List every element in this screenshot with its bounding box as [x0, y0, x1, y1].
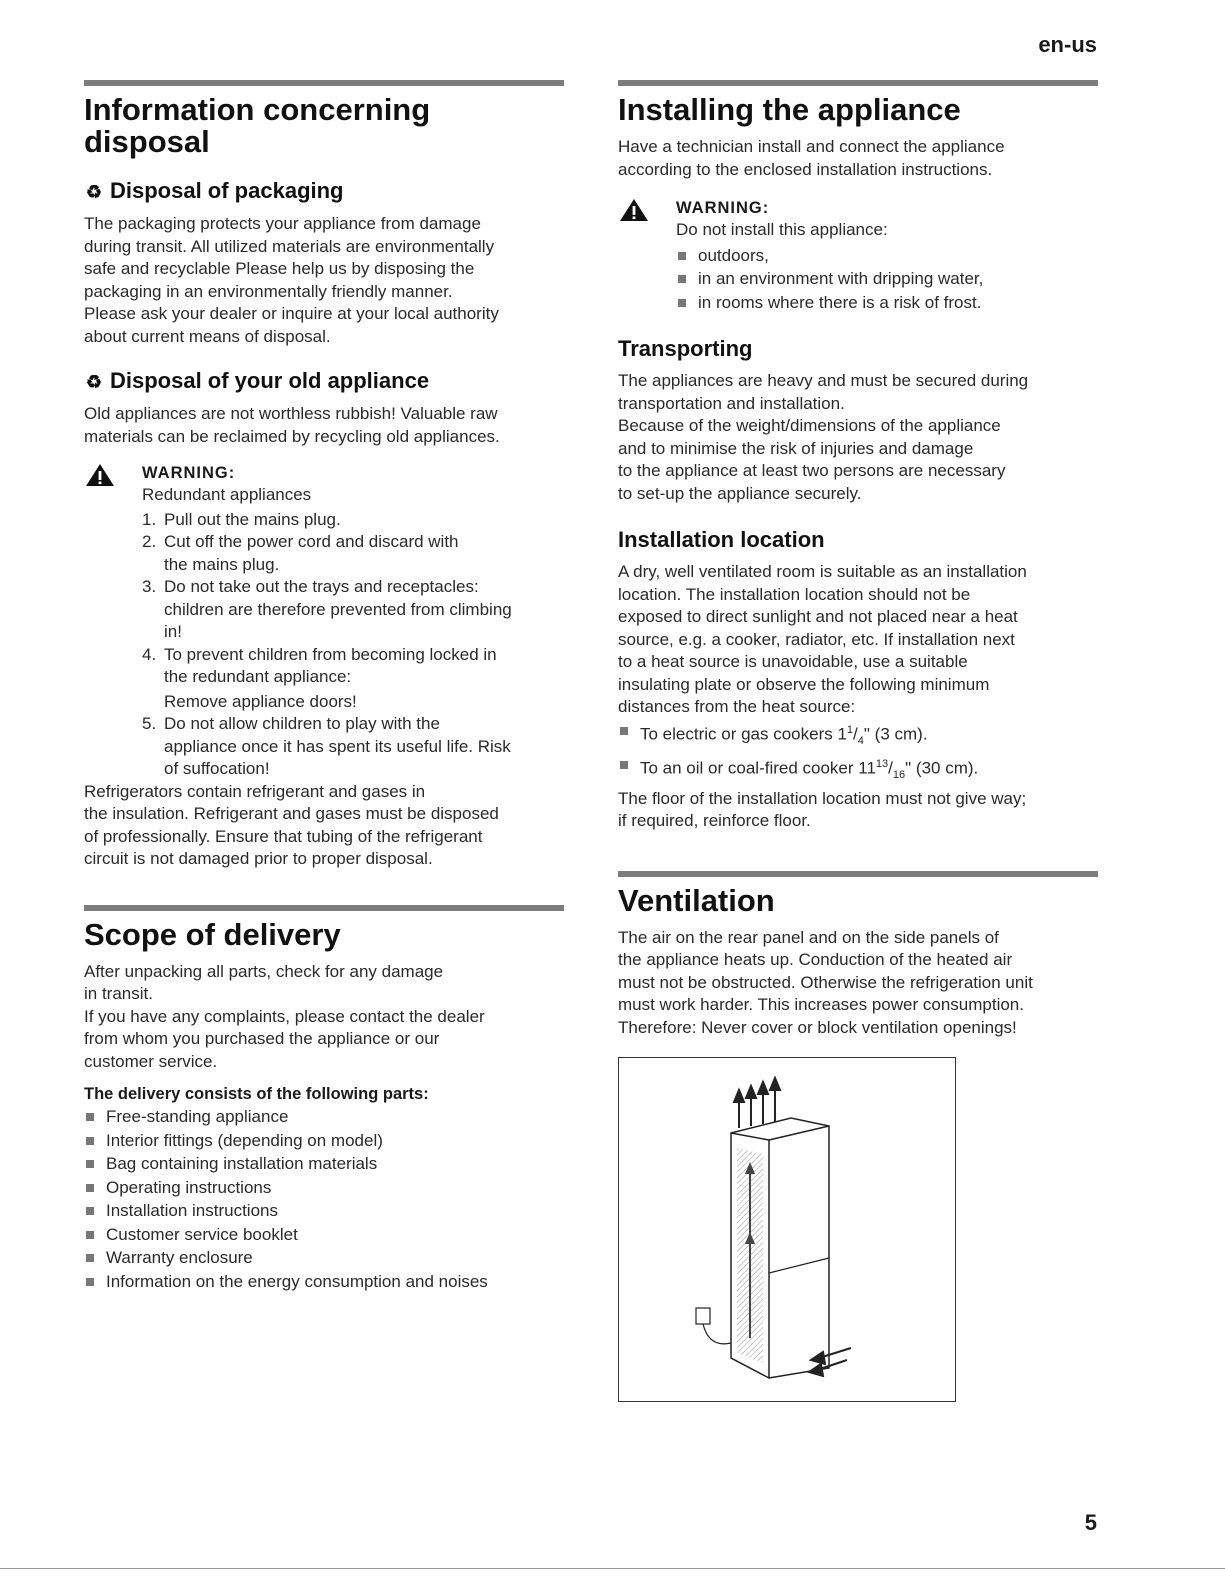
list-item: Free-standing appliance: [84, 1105, 564, 1129]
list-item: Operating instructions: [84, 1176, 564, 1200]
bullet-icon: [86, 1254, 94, 1262]
bullet-icon: [86, 1207, 94, 1215]
warning-title: WARNING:: [676, 199, 770, 217]
parts-list: [84, 1105, 564, 1293]
ventilation-title: Ventilation: [618, 882, 775, 918]
section-rule: [618, 871, 1098, 877]
list-item: Information on the energy consumption and noises: [84, 1270, 564, 1294]
warning-title: WARNING:: [142, 464, 236, 482]
recycle-icon: ♻: [85, 372, 103, 392]
list-item: outdoors,: [676, 244, 1098, 268]
fridge-airflow-diagram: [619, 1058, 955, 1401]
list-item: Installation instructions: [84, 1199, 564, 1223]
disposal-warning: [84, 462, 564, 781]
list-item: 4. To prevent children from becoming locked in the redundant appliance: Remove appliance doors!: [142, 644, 497, 711]
list-item: 1. Pull out the mains plug.: [142, 509, 341, 529]
bullet-icon: [678, 275, 686, 283]
list-item: 3. Do not take out the trays and receptacles: children are therefore prevented from climbing in!: [142, 577, 512, 641]
section-rule: [84, 905, 564, 911]
installing-text: Have a technician install and connect the appliance according to the enclosed installation instructions.: [618, 137, 1005, 179]
list-item: Customer service booklet: [84, 1223, 564, 1247]
old-appliance-heading: ♻ Disposal of your old appliance: [85, 368, 430, 393]
scope-title: Scope of delivery: [84, 916, 341, 952]
location-heading: Installation location: [618, 527, 825, 552]
list-item: 2. Cut off the power cord and discard with the mains plug.: [142, 532, 459, 574]
bullet-icon: [86, 1278, 94, 1286]
recycle-icon: ♻: [85, 182, 103, 202]
transporting-text: The appliances are heavy and must be secured during transportation and installation. Because of the weight/dimensions of the appliance and to minimise the risk of injuries and damage to the appliance at least two persons are necessary to set-up the appliance securely.: [618, 371, 1029, 503]
transporting-heading: Transporting: [618, 336, 753, 361]
installing-title: Installing the appliance: [618, 92, 961, 127]
ventilation-text: The air on the rear panel and on the side panels of the appliance heats up. Conduction of the heated air must not be obstructed. Otherwise the refrigeration unit must work harder. This increases power consumption. Therefore: Never cover or block ventilation openings!: [618, 927, 1033, 1037]
bullet-icon: [678, 252, 686, 260]
packaging-heading: ♻ Disposal of packaging: [85, 178, 344, 203]
page-edge-rule: [0, 1568, 1225, 1569]
list-item: Warranty enclosure: [84, 1246, 564, 1270]
disposal-steps: [142, 509, 564, 781]
right-column: [618, 80, 1098, 1402]
list-item: Bag containing installation materials: [84, 1152, 564, 1176]
bullet-icon: [86, 1137, 94, 1145]
parts-heading: The delivery consists of the following parts:: [84, 1085, 429, 1103]
scope-text: After unpacking all parts, check for any damage in transit. If you have any complaints, please contact the dealer from whom you purchased the appliance or our customer service.: [84, 961, 485, 1071]
list-item: in an environment with dripping water,: [676, 267, 1098, 291]
bullet-icon: [620, 727, 628, 735]
warning-intro: Do not install this appliance:: [676, 220, 888, 239]
refrigerant-text: Refrigerators contain refrigerant and gases in the insulation. Refrigerant and gases must be disposed of professionally. Ensure that tubing of the refrigerant circuit is not damaged prior to proper disposal.: [84, 781, 499, 868]
bullet-icon: [86, 1160, 94, 1168]
disposal-title: Information concerning disposal: [84, 92, 431, 159]
warning-intro: Redundant appliances: [142, 485, 312, 504]
list-item: To an oil or coal-fired cooker $11^{13}/_{16}$" (30 cm).: [618, 753, 1098, 788]
bullet-icon: [86, 1184, 94, 1192]
warning-triangle-icon: [618, 197, 650, 223]
bullet-icon: [86, 1113, 94, 1121]
install-warning-list: [676, 244, 1098, 315]
packaging-text: The packaging protects your appliance from damage during transit. All utilized materials are environmentally safe and recyclable Please help us by disposing the packaging in an environmentally friendly manner. Please ask your dealer or inquire at your local authority about current means of disposal.: [84, 214, 499, 346]
warning-triangle-icon: [84, 462, 116, 488]
list-item: 5. Do not allow children to play with the appliance once it has spent its useful life. Risk of suffocation!: [142, 714, 511, 778]
floor-text: The floor of the installation location must not give way; if required, reinforce floor.: [618, 788, 1027, 831]
section-rule: [84, 80, 564, 86]
section-rule: [618, 80, 1098, 86]
ventilation-illustration: [618, 1057, 956, 1402]
location-text: A dry, well ventilated room is suitable as an installation location. The installation location should not be exposed to direct sunlight and not placed near a heat source, e.g. a cooker, radiator, etc. If installation next to a heat source is unavoidable, use a suitable insulating plate or observe the following minimum distances from the heat source:: [618, 562, 1027, 716]
bullet-icon: [620, 761, 628, 769]
install-warning: [618, 197, 1098, 314]
language-code: en-us: [1038, 32, 1097, 57]
page-number: 5: [1084, 1510, 1097, 1535]
distance-list: [618, 719, 1098, 788]
left-column: [84, 80, 564, 1293]
list-item: in rooms where there is a risk of frost.: [676, 291, 1098, 315]
bullet-icon: [678, 299, 686, 307]
list-item: To electric or gas cookers $1^1/_4$" (3 cm).: [618, 719, 1098, 754]
bullet-icon: [86, 1231, 94, 1239]
old-appliance-text: Old appliances are not worthless rubbish! Valuable raw materials can be reclaimed by recycling old appliances.: [84, 404, 500, 446]
list-item: Interior fittings (depending on model): [84, 1129, 564, 1153]
